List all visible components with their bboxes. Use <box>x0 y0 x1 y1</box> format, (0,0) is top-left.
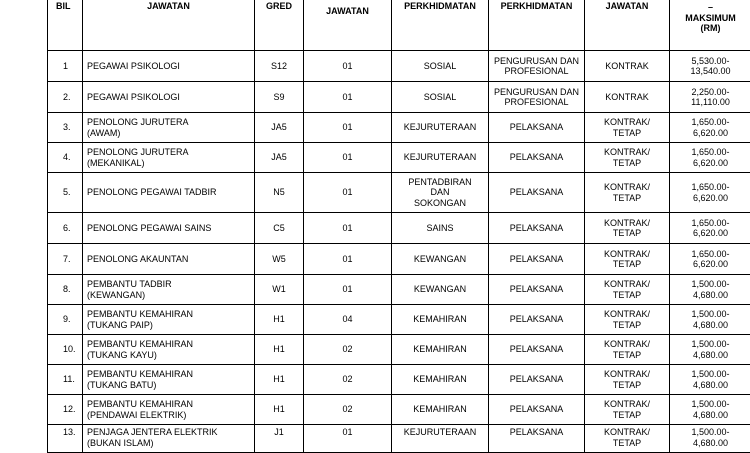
gred-cell: H1 <box>255 395 304 425</box>
gred-cell: W5 <box>255 244 304 275</box>
taraf-cell: KONTRAK/ TETAP <box>585 213 670 244</box>
table-row <box>48 213 750 244</box>
header-taraf-jawatan: JAWATAN <box>585 0 670 51</box>
gred-cell: JA5 <box>255 113 304 143</box>
klasifikasi-cell: PENTADBIRAN DAN SOKONGAN <box>392 173 489 213</box>
gred-cell: H1 <box>255 335 304 365</box>
jawatan-cell: PENOLONG PEGAWAI TADBIR <box>83 173 255 213</box>
gred-cell: S9 <box>255 82 304 113</box>
gaji-cell: 1,500.00- 4,680.00 <box>670 275 750 305</box>
table-row <box>48 82 750 113</box>
table-row <box>48 173 750 213</box>
header-bil: BIL <box>48 0 83 51</box>
kumpulan-cell: PENGURUSAN DAN PROFESIONAL <box>489 51 585 82</box>
gred-cell: JA5 <box>255 143 304 173</box>
bil-cell: 8. <box>48 275 83 305</box>
bilangan-cell: 01 <box>304 173 392 213</box>
kumpulan-cell: PELAKSANA <box>489 335 585 365</box>
bil-cell: 1 <box>48 51 83 82</box>
bil-cell: 12. <box>48 395 83 425</box>
gaji-cell: 5,530.00- 13,540.00 <box>670 51 750 82</box>
jawatan-cell: PENOLONG AKAUNTAN <box>83 244 255 275</box>
jawatan-cell: PEMBANTU TADBIR (KEWANGAN) <box>83 275 255 305</box>
table-row <box>48 425 750 453</box>
klasifikasi-cell: KEJURUTERAAN <box>392 425 489 453</box>
header-bilangan-jawatan: JAWATAN <box>304 0 392 51</box>
taraf-cell: KONTRAK/ TETAP <box>585 425 670 453</box>
klasifikasi-cell: SAINS <box>392 213 489 244</box>
gaji-cell: 1,650.00- 6,620.00 <box>670 244 750 275</box>
bil-cell: 2. <box>48 82 83 113</box>
jawatan-cell: PENOLONG JURUTERA (MEKANIKAL) <box>83 143 255 173</box>
header-row <box>48 0 750 51</box>
table-row <box>48 365 750 395</box>
bilangan-cell: 01 <box>304 113 392 143</box>
taraf-cell: KONTRAK/ TETAP <box>585 143 670 173</box>
taraf-cell: KONTRAK/ TETAP <box>585 275 670 305</box>
table-row <box>48 244 750 275</box>
gred-cell: H1 <box>255 365 304 395</box>
klasifikasi-cell: KEWANGAN <box>392 275 489 305</box>
kumpulan-cell: PELAKSANA <box>489 395 585 425</box>
gaji-cell: 1,650.00- 6,620.00 <box>670 143 750 173</box>
klasifikasi-cell: KEMAHIRAN <box>392 335 489 365</box>
gaji-cell: 1,650.00- 6,620.00 <box>670 113 750 143</box>
vacancy-table <box>47 0 750 453</box>
klasifikasi-cell: KEMAHIRAN <box>392 395 489 425</box>
bilangan-cell: 01 <box>304 275 392 305</box>
kumpulan-cell: PELAKSANA <box>489 173 585 213</box>
gaji-cell: 2,250.00- 11,110.00 <box>670 82 750 113</box>
gred-cell: N5 <box>255 173 304 213</box>
table-row <box>48 113 750 143</box>
kumpulan-cell: PELAKSANA <box>489 365 585 395</box>
header-gred: GRED <box>255 0 304 51</box>
taraf-cell: KONTRAK/ TETAP <box>585 395 670 425</box>
bil-cell: 6. <box>48 213 83 244</box>
gaji-cell: 1,650.00- 6,620.00 <box>670 213 750 244</box>
kumpulan-cell: PELAKSANA <box>489 305 585 335</box>
jawatan-cell: PENJAGA JENTERA ELEKTRIK (BUKAN ISLAM) <box>83 425 255 453</box>
bilangan-cell: 02 <box>304 365 392 395</box>
bil-cell: 7. <box>48 244 83 275</box>
klasifikasi-cell: KEMAHIRAN <box>392 305 489 335</box>
bil-cell: 4. <box>48 143 83 173</box>
bilangan-cell: 02 <box>304 335 392 365</box>
kumpulan-cell: PELAKSANA <box>489 425 585 453</box>
bilangan-cell: 02 <box>304 395 392 425</box>
klasifikasi-cell: KEWANGAN <box>392 244 489 275</box>
bilangan-cell: 01 <box>304 51 392 82</box>
gaji-cell: 1,650.00- 6,620.00 <box>670 173 750 213</box>
gred-cell: C5 <box>255 213 304 244</box>
bilangan-cell: 01 <box>304 82 392 113</box>
jawatan-cell: PEMBANTU KEMAHIRAN (TUKANG PAIP) <box>83 305 255 335</box>
klasifikasi-cell: SOSIAL <box>392 51 489 82</box>
taraf-cell: KONTRAK/ TETAP <box>585 305 670 335</box>
taraf-cell: KONTRAK/ TETAP <box>585 365 670 395</box>
gred-cell: W1 <box>255 275 304 305</box>
table-row <box>48 395 750 425</box>
bil-cell: 10. <box>48 335 83 365</box>
gred-cell: J1 <box>255 425 304 453</box>
taraf-cell: KONTRAK <box>585 51 670 82</box>
bil-cell: 5. <box>48 173 83 213</box>
gaji-cell: 1,500.00- 4,680.00 <box>670 395 750 425</box>
taraf-cell: KONTRAK/ TETAP <box>585 335 670 365</box>
jawatan-cell: PEGAWAI PSIKOLOGI <box>83 82 255 113</box>
header-gaji: – MAKSIMUM (RM) <box>670 0 750 51</box>
jawatan-cell: PENOLONG PEGAWAI SAINS <box>83 213 255 244</box>
taraf-cell: KONTRAK <box>585 82 670 113</box>
gred-cell: S12 <box>255 51 304 82</box>
gaji-cell: 1,500.00- 4,680.00 <box>670 365 750 395</box>
jawatan-cell: PEMBANTU KEMAHIRAN (PENDAWAI ELEKTRIK) <box>83 395 255 425</box>
bil-cell: 13. <box>48 425 83 453</box>
gaji-cell: 1,500.00- 4,680.00 <box>670 425 750 453</box>
kumpulan-cell: PELAKSANA <box>489 244 585 275</box>
klasifikasi-cell: SOSIAL <box>392 82 489 113</box>
taraf-cell: KONTRAK/ TETAP <box>585 173 670 213</box>
taraf-cell: KONTRAK/ TETAP <box>585 113 670 143</box>
table-row <box>48 305 750 335</box>
jawatan-cell: PEMBANTU KEMAHIRAN (TUKANG BATU) <box>83 365 255 395</box>
bilangan-cell: 01 <box>304 425 392 453</box>
klasifikasi-cell: KEJURUTERAAN <box>392 143 489 173</box>
klasifikasi-cell: KEMAHIRAN <box>392 365 489 395</box>
bilangan-cell: 01 <box>304 244 392 275</box>
bil-cell: 11. <box>48 365 83 395</box>
jawatan-cell: PEGAWAI PSIKOLOGI <box>83 51 255 82</box>
bilangan-cell: 04 <box>304 305 392 335</box>
jawatan-cell: PEMBANTU KEMAHIRAN (TUKANG KAYU) <box>83 335 255 365</box>
gaji-cell: 1,500.00- 4,680.00 <box>670 305 750 335</box>
kumpulan-cell: PELAKSANA <box>489 143 585 173</box>
klasifikasi-cell: KEJURUTERAAN <box>392 113 489 143</box>
table-row <box>48 143 750 173</box>
kumpulan-cell: PENGURUSAN DAN PROFESIONAL <box>489 82 585 113</box>
table-row <box>48 51 750 82</box>
gaji-cell: 1,500.00- 4,680.00 <box>670 335 750 365</box>
bil-cell: 3. <box>48 113 83 143</box>
header-kumpulan-perkhidmatan: PERKHIDMATAN <box>489 0 585 51</box>
table-row <box>48 275 750 305</box>
header-jawatan: JAWATAN <box>83 0 255 51</box>
bil-cell: 9. <box>48 305 83 335</box>
kumpulan-cell: PELAKSANA <box>489 275 585 305</box>
gred-cell: H1 <box>255 305 304 335</box>
taraf-cell: KONTRAK/ TETAP <box>585 244 670 275</box>
kumpulan-cell: PELAKSANA <box>489 213 585 244</box>
jawatan-cell: PENOLONG JURUTERA (AWAM) <box>83 113 255 143</box>
kumpulan-cell: PELAKSANA <box>489 113 585 143</box>
bilangan-cell: 01 <box>304 213 392 244</box>
table-row <box>48 335 750 365</box>
header-klasifikasi-perkhidmatan: PERKHIDMATAN <box>392 0 489 51</box>
bilangan-cell: 01 <box>304 143 392 173</box>
